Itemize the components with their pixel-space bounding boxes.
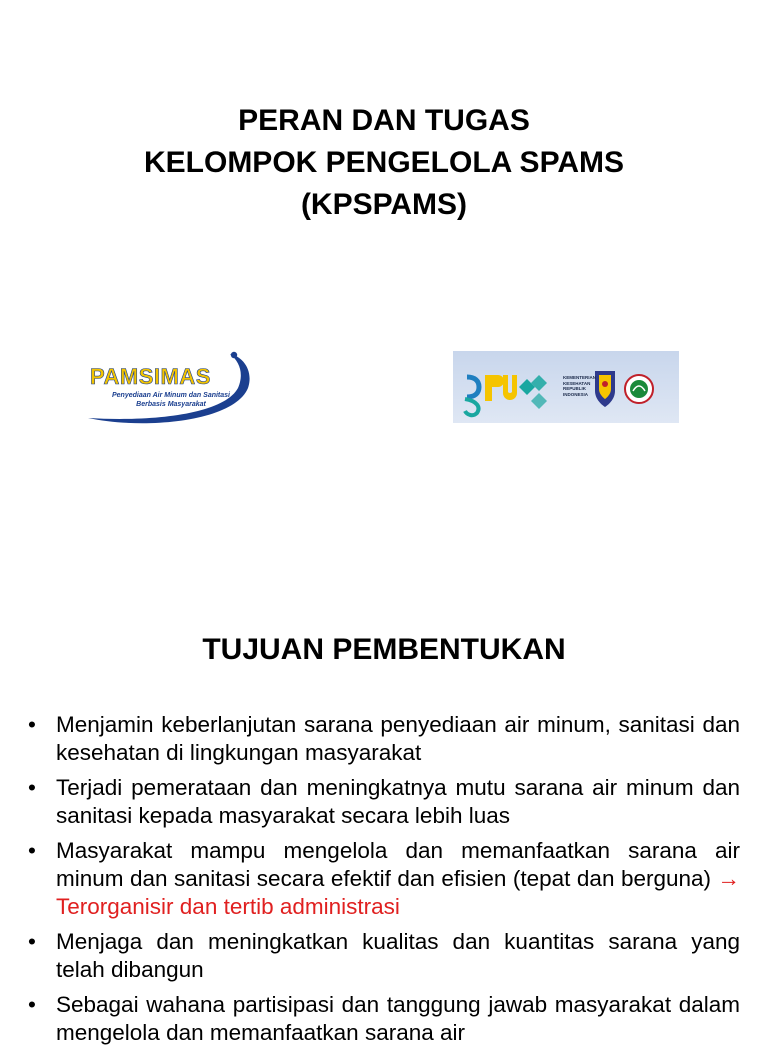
slide-title [0,100,768,226]
bullet-icon: • [28,838,36,863]
ministry-line-4: INDONESIA [563,391,589,397]
ministry-name [563,375,609,397]
section-heading: TUJUAN PEMBENTUKAN [202,633,566,666]
ministry-line-2: KESEHATAN [563,380,591,386]
objectives-list [28,711,740,1054]
ministry-line-1: KEMENTERIAN [563,375,597,380]
bullet-icon: • [28,992,36,1017]
pamsimas-tagline [96,391,246,409]
bullet-icon: • [28,775,36,800]
pamsimas-tagline-line-1: Penyediaan Air Minum dan Sanitasi [112,392,230,399]
title-line-1: PERAN DAN TUGAS [238,104,530,137]
list-item-text: Menjaga dan meningkatkan kualitas dan kuantitas sarana yang telah dibangun [56,929,740,982]
arrow-right-icon: → [717,866,740,891]
ministry-line-3: REPUBLIK [563,386,587,391]
pamsimas-logo [84,348,254,426]
list-item-highlight: Terorganisir dan tertib administrasi [56,894,400,919]
list-item-text: Sebagai wahana partisipasi dan tanggung jawab masyarakat dalam mengelola dan memanfaatkan sarana air [56,992,740,1045]
list-item [28,774,740,830]
ministry-logo-banner [453,351,679,423]
list-item [28,837,740,921]
pamsimas-tagline-line-2: Berbasis Masyarakat [136,401,206,408]
list-item [28,928,740,984]
list-item-text [56,837,740,921]
bullet-icon: • [28,712,36,737]
title-line-3: (KPSPAMS) [300,188,468,221]
list-item-text-main: Masyarakat mampu mengelola dan memanfaatkan sarana air minum dan sanitasi secara efektif dan efisien (tepat dan berguna) [56,838,740,891]
pamsimas-wordmark: PAMSIMAS [90,364,211,389]
list-item [28,711,740,767]
list-item [28,991,740,1047]
title-line-2: KELOMPOK PENGELOLA SPAMS [143,146,625,179]
list-item-text: Menjamin keberlanjutan sarana penyediaan air minum, sanitasi dan kesehatan di lingkungan masyarakat [56,712,740,765]
list-item-text: Terjadi pemerataan dan meningkatnya mutu sarana air minum dan sanitasi kepada masyarakat secara lebih luas [56,775,740,828]
bullet-icon: • [28,929,36,954]
